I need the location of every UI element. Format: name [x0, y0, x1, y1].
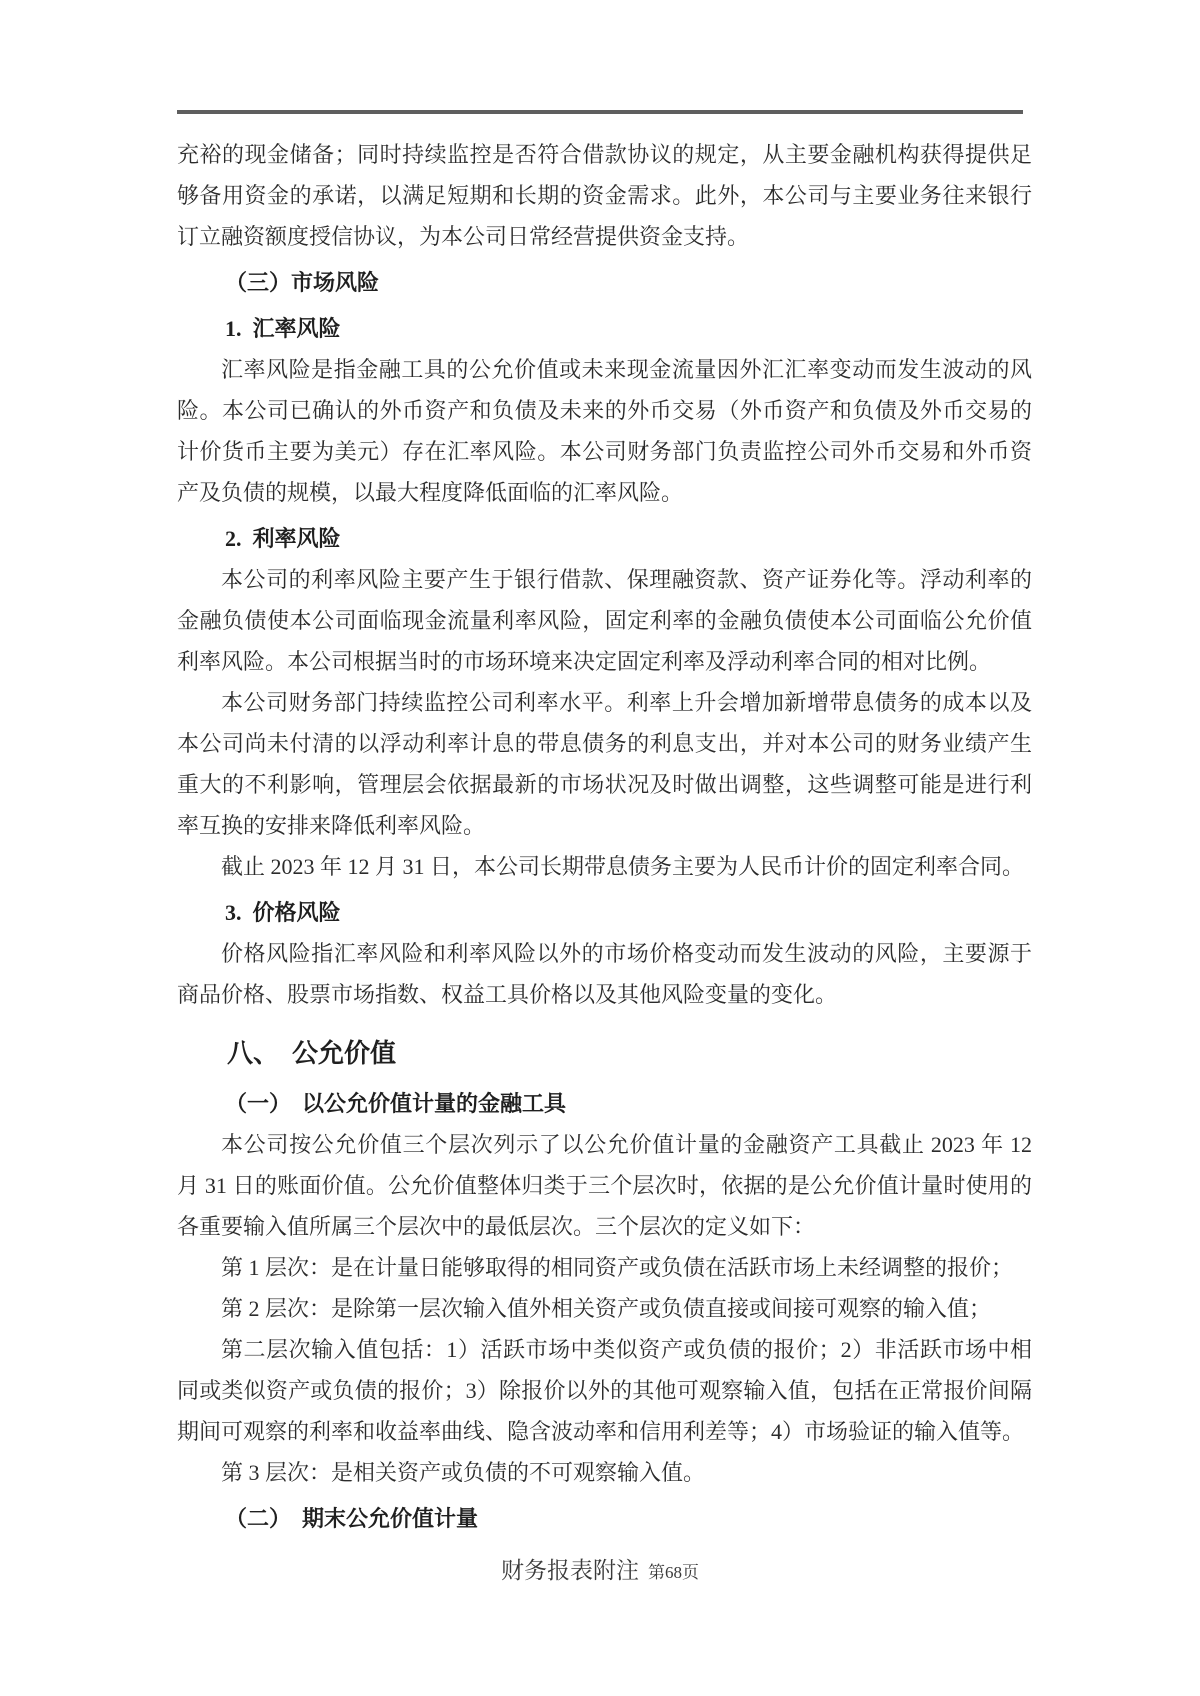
paragraph: 第 1 层次：是在计量日能够取得的相同资产或负债在活跃市场上未经调整的报价； [221, 1255, 1014, 1280]
paragraph: 第二层次输入值包括：1）活跃市场中类似资产或负债的报价；2）非活跃市场中相同或类似资产或负债的报价；3）除报价以外的其他可观察输入值，包括在正常报价间隔期间可观察的利率和收益率曲线、隐含波动率和信用利差等；4）市场验证的输入值等。 [177, 1337, 1032, 1444]
paragraph: 本公司的利率风险主要产生于银行借款、保理融资款、资产证券化等。浮动利率的金融负债使本公司面临现金流量利率风险，固定利率的金融负债使本公司面临公允价值利率风险。本公司根据当时的市场环境来决定固定利率及浮动利率合同的相对比例。 [177, 567, 1032, 674]
paragraph: 第 3 层次：是相关资产或负债的不可观察输入值。 [221, 1460, 706, 1485]
item-heading: 2. 利率风险 [225, 526, 341, 551]
major-heading: 八、 公允价值 [227, 1039, 397, 1068]
paragraph: 充裕的现金储备；同时持续监控是否符合借款协议的规定，从主要金融机构获得提供足够备用资金的承诺，以满足短期和长期的资金需求。此外，本公司与主要业务往来银行订立融资额度授信协议，为本公司日常经营提供资金支持。 [177, 142, 1032, 249]
section-heading: （二） 期末公允价值计量 [225, 1506, 479, 1531]
header-rule [177, 110, 1023, 114]
page-footer [0, 1552, 1200, 1585]
item-heading: 1. 汇率风险 [225, 316, 341, 341]
document-body [177, 134, 1038, 1539]
paragraph: 价格风险指汇率风险和利率风险以外的市场价格变动而发生波动的风险，主要源于商品价格、股票市场指数、权益工具价格以及其他风险变量的变化。 [177, 941, 1032, 1007]
paragraph: 本公司按公允价值三个层次列示了以公允价值计量的金融资产工具截止 2023 年 12 月 31 日的账面价值。公允价值整体归类于三个层次时，依据的是公允价值计量时使用的各重要输入值所属三个层次中的最低层次。三个层次的定义如下： [177, 1132, 1038, 1239]
footer-title: 财务报表附注 [501, 1558, 639, 1583]
section-heading: （三）市场风险 [225, 270, 380, 295]
paragraph: 第 2 层次：是除第一层次输入值外相关资产或负债直接或间接可观察的输入值； [221, 1296, 992, 1321]
paragraph: 截止 2023 年 12 月 31 日，本公司长期带息债务主要为人民币计价的固定利率合同。 [221, 854, 1025, 879]
paragraph: 本公司财务部门持续监控公司利率水平。利率上升会增加新增带息债务的成本以及本公司尚未付清的以浮动利率计息的带息债务的利息支出，并对本公司的财务业绩产生重大的不利影响，管理层会依据最新的市场状况及时做出调整，这些调整可能是进行利率互换的安排来降低利率风险。 [177, 690, 1032, 838]
item-heading: 3. 价格风险 [225, 900, 341, 925]
page-number: 第68页 [648, 1563, 699, 1582]
paragraph: 汇率风险是指金融工具的公允价值或未来现金流量因外汇汇率变动而发生波动的风险。本公司已确认的外币资产和负债及未来的外币交易（外币资产和负债及外币交易的计价货币主要为美元）存在汇率风险。本公司财务部门负责监控公司外币交易和外币资产及负债的规模，以最大程度降低面临的汇率风险。 [177, 357, 1032, 505]
section-heading: （一） 以公允价值计量的金融工具 [225, 1091, 567, 1116]
